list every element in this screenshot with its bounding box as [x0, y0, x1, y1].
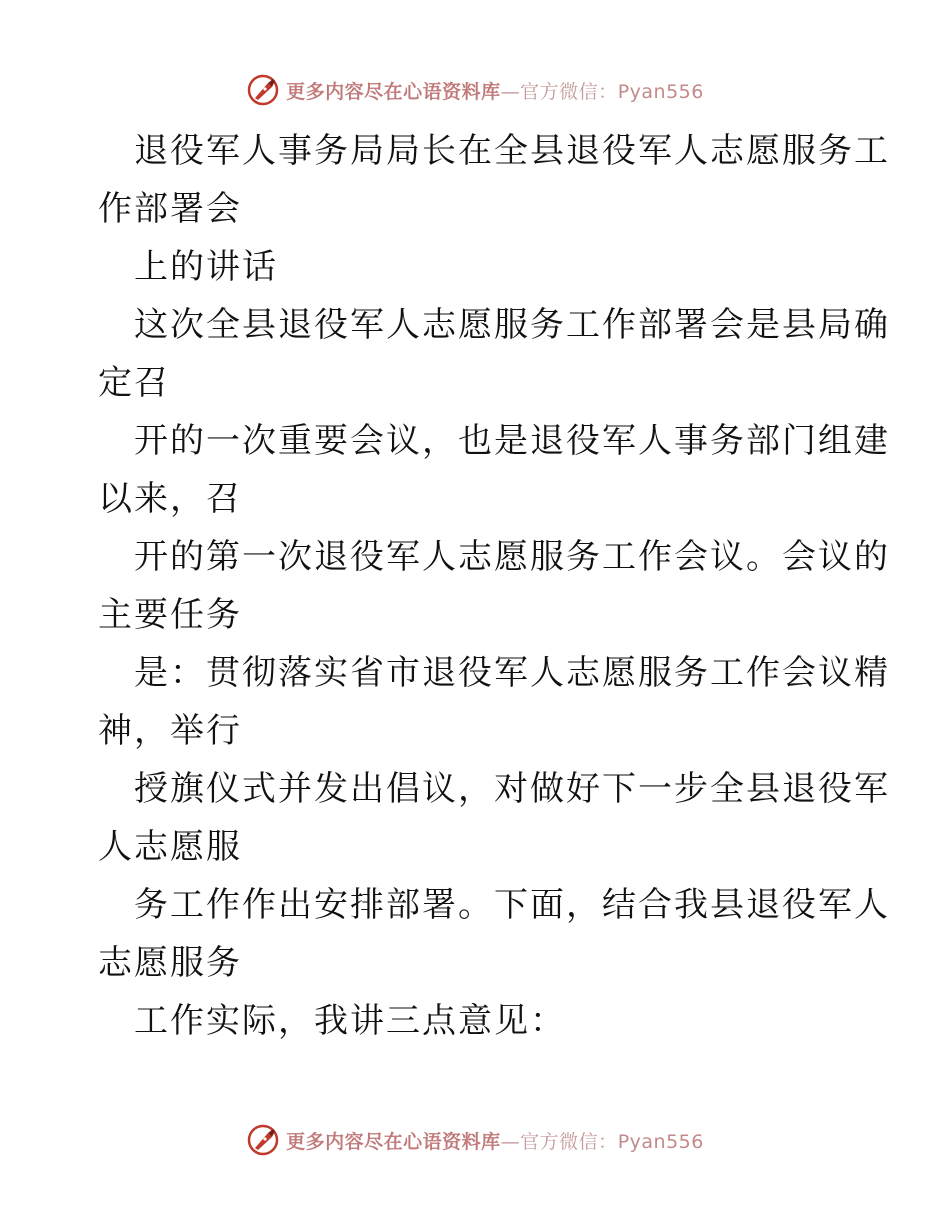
pen-nib-logo-icon	[246, 1123, 280, 1157]
document-line: 上的讲话	[134, 247, 278, 287]
document-line: 作部署会	[98, 189, 242, 229]
watermark-brand: 更多内容尽在心语资料库	[286, 80, 501, 103]
pen-nib-logo-icon	[246, 73, 280, 107]
document-line: 以来，召	[98, 479, 242, 519]
document-line: 开的一次重要会议，也是退役军人事务部门组建	[134, 421, 890, 461]
watermark-separator: —	[500, 80, 521, 103]
watermark-brand: 更多内容尽在心语资料库	[286, 1130, 501, 1153]
watermark-official-label: 官方微信：	[520, 1130, 618, 1153]
document-line: 工作实际，我讲三点意见：	[134, 1001, 566, 1041]
watermark-separator: —	[500, 1130, 521, 1153]
document-line: 授旗仪式并发出倡议，对做好下一步全县退役军	[134, 769, 890, 809]
document-line: 神，举行	[98, 711, 242, 751]
document-line: 人志愿服	[98, 827, 242, 867]
document-line: 开的第一次退役军人志愿服务工作会议。会议的	[134, 537, 890, 577]
document-line: 退役军人事务局局长在全县退役军人志愿服务工	[134, 131, 890, 171]
document-line: 定召	[98, 363, 170, 403]
footer-watermark	[0, 1122, 950, 1158]
document-line: 是：贯彻落实省市退役军人志愿服务工作会议精	[134, 653, 890, 693]
document-line: 这次全县退役军人志愿服务工作部署会是县局确	[134, 305, 890, 345]
header-watermark-text	[286, 77, 704, 104]
document-line: 务工作作出安排部署。下面，结合我县退役军人	[134, 885, 890, 925]
header-watermark	[0, 72, 950, 108]
document-line: 志愿服务	[98, 943, 242, 983]
watermark-wechat-id: Pyan556	[617, 1130, 704, 1153]
watermark-wechat-id: Pyan556	[617, 80, 704, 103]
watermark-official-label: 官方微信：	[520, 80, 618, 103]
footer-watermark-text	[286, 1127, 704, 1154]
document-body	[98, 122, 890, 1050]
document-line: 主要任务	[98, 595, 242, 635]
